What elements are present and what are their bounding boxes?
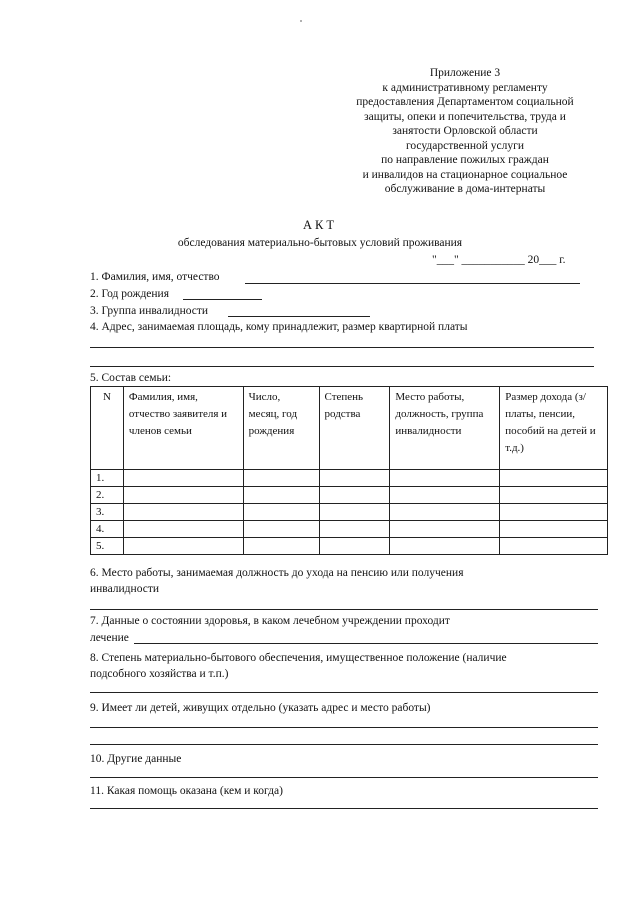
table-row: [91, 470, 608, 487]
table-cell[interactable]: [500, 487, 608, 504]
row-number: 3.: [91, 504, 124, 521]
col-header-birthdate: Число, месяц, год рождения: [243, 387, 319, 470]
table-row: [91, 504, 608, 521]
scan-speck: [300, 20, 302, 22]
row-number: 4.: [91, 521, 124, 538]
section-9-answer-line-2: [90, 744, 598, 745]
section-8-line-1: 8. Степень материально-бытового обеспечения, имущественное положение (наличие: [90, 652, 507, 664]
table-cell[interactable]: [390, 470, 500, 487]
section-11-answer-line: [90, 808, 598, 809]
table-cell[interactable]: [390, 521, 500, 538]
field-disability-label: 3. Группа инвалидности: [90, 305, 209, 317]
table-cell[interactable]: [319, 504, 390, 521]
field-disability-line: [228, 316, 370, 317]
table-cell[interactable]: [319, 538, 390, 555]
table-cell[interactable]: [319, 487, 390, 504]
col-header-fullname: Фамилия, имя, отчество заявителя и членов семьи: [123, 387, 243, 470]
appendix-line: защиты, опеки и попечительства, труда и: [364, 110, 566, 123]
appendix-block: [330, 66, 600, 197]
table-cell[interactable]: [243, 504, 319, 521]
table-cell[interactable]: [243, 487, 319, 504]
act-title: АКТ: [303, 218, 337, 232]
table-cell[interactable]: [123, 538, 243, 555]
table-cell[interactable]: [123, 487, 243, 504]
field-birth-year-label: 2. Год рождения: [90, 288, 169, 300]
table-cell[interactable]: [123, 504, 243, 521]
address-line-2: [90, 366, 594, 367]
table-cell[interactable]: [500, 538, 608, 555]
section-7-line-1: 7. Данные о состоянии здоровья, в каком лечебном учреждении проходит: [90, 615, 450, 627]
table-cell[interactable]: [390, 487, 500, 504]
col-header-relation: Степень родства: [319, 387, 390, 470]
family-table: [90, 386, 608, 555]
section-6-answer-line: [90, 609, 598, 610]
table-cell[interactable]: [243, 538, 319, 555]
row-number: 5.: [91, 538, 124, 555]
appendix-line: и инвалидов на стационарное социальное: [362, 168, 568, 181]
appendix-line: Приложение 3: [429, 67, 501, 79]
table-cell[interactable]: [319, 521, 390, 538]
field-name-label: 1. Фамилия, имя, отчество: [90, 271, 220, 283]
table-cell[interactable]: [123, 521, 243, 538]
table-cell[interactable]: [390, 538, 500, 555]
address-line-1: [90, 347, 594, 348]
table-cell[interactable]: [243, 521, 319, 538]
table-row: [91, 487, 608, 504]
col-header-workplace: Место работы, должность, группа инвалидности: [390, 387, 500, 470]
section-10-answer-line: [90, 777, 598, 778]
field-birth-year-line: [183, 299, 262, 300]
section-8-line-2: подсобного хозяйства и т.п.): [90, 668, 229, 680]
section-9-label: 9. Имеет ли детей, живущих отдельно (указать адрес и место работы): [90, 702, 431, 714]
row-number: 1.: [91, 470, 124, 487]
field-address-label: 4. Адрес, занимаемая площадь, кому принадлежит, размер квартирной платы: [90, 321, 468, 333]
table-row: [91, 521, 608, 538]
col-header-income: Размер дохода (з/платы, пенсии, пособий на детей и т.д.): [500, 387, 608, 470]
section-11-label: 11. Какая помощь оказана (кем и когда): [90, 785, 283, 797]
section-6-line-2: инвалидности: [90, 583, 160, 595]
field-name-line: [245, 283, 580, 284]
table-cell[interactable]: [319, 470, 390, 487]
appendix-line: занятости Орловской области: [392, 125, 538, 137]
table-cell[interactable]: [390, 504, 500, 521]
table-header-row: [91, 387, 608, 470]
family-label: 5. Состав семьи:: [90, 372, 172, 384]
section-10-label: 10. Другие данные: [90, 753, 182, 765]
act-subtitle: обследования материально-бытовых условий проживания: [177, 237, 463, 249]
appendix-line: по направление пожилых граждан: [381, 154, 549, 166]
section-9-answer-line-1: [90, 727, 598, 728]
section-8-answer-line: [90, 692, 598, 693]
table-cell[interactable]: [123, 470, 243, 487]
appendix-line: государственной услуги: [405, 139, 525, 152]
table-row: [91, 538, 608, 555]
appendix-line: предоставления Департаментом социальной: [356, 96, 574, 108]
section-6-line-1: 6. Место работы, занимаемая должность до ухода на пенсию или получения: [90, 567, 464, 579]
section-7-answer-line: [134, 643, 598, 644]
table-cell[interactable]: [243, 470, 319, 487]
row-number: 2.: [91, 487, 124, 504]
table-cell[interactable]: [500, 470, 608, 487]
col-header-number: N: [91, 387, 124, 470]
table-cell[interactable]: [500, 504, 608, 521]
appendix-line: к административному регламенту: [382, 81, 548, 94]
table-cell[interactable]: [500, 521, 608, 538]
appendix-line: обслуживание в дома-интернаты: [384, 183, 546, 195]
date-line: "___" ___________ 20___ г.: [432, 254, 566, 266]
section-7-line-2: лечение: [90, 632, 129, 644]
